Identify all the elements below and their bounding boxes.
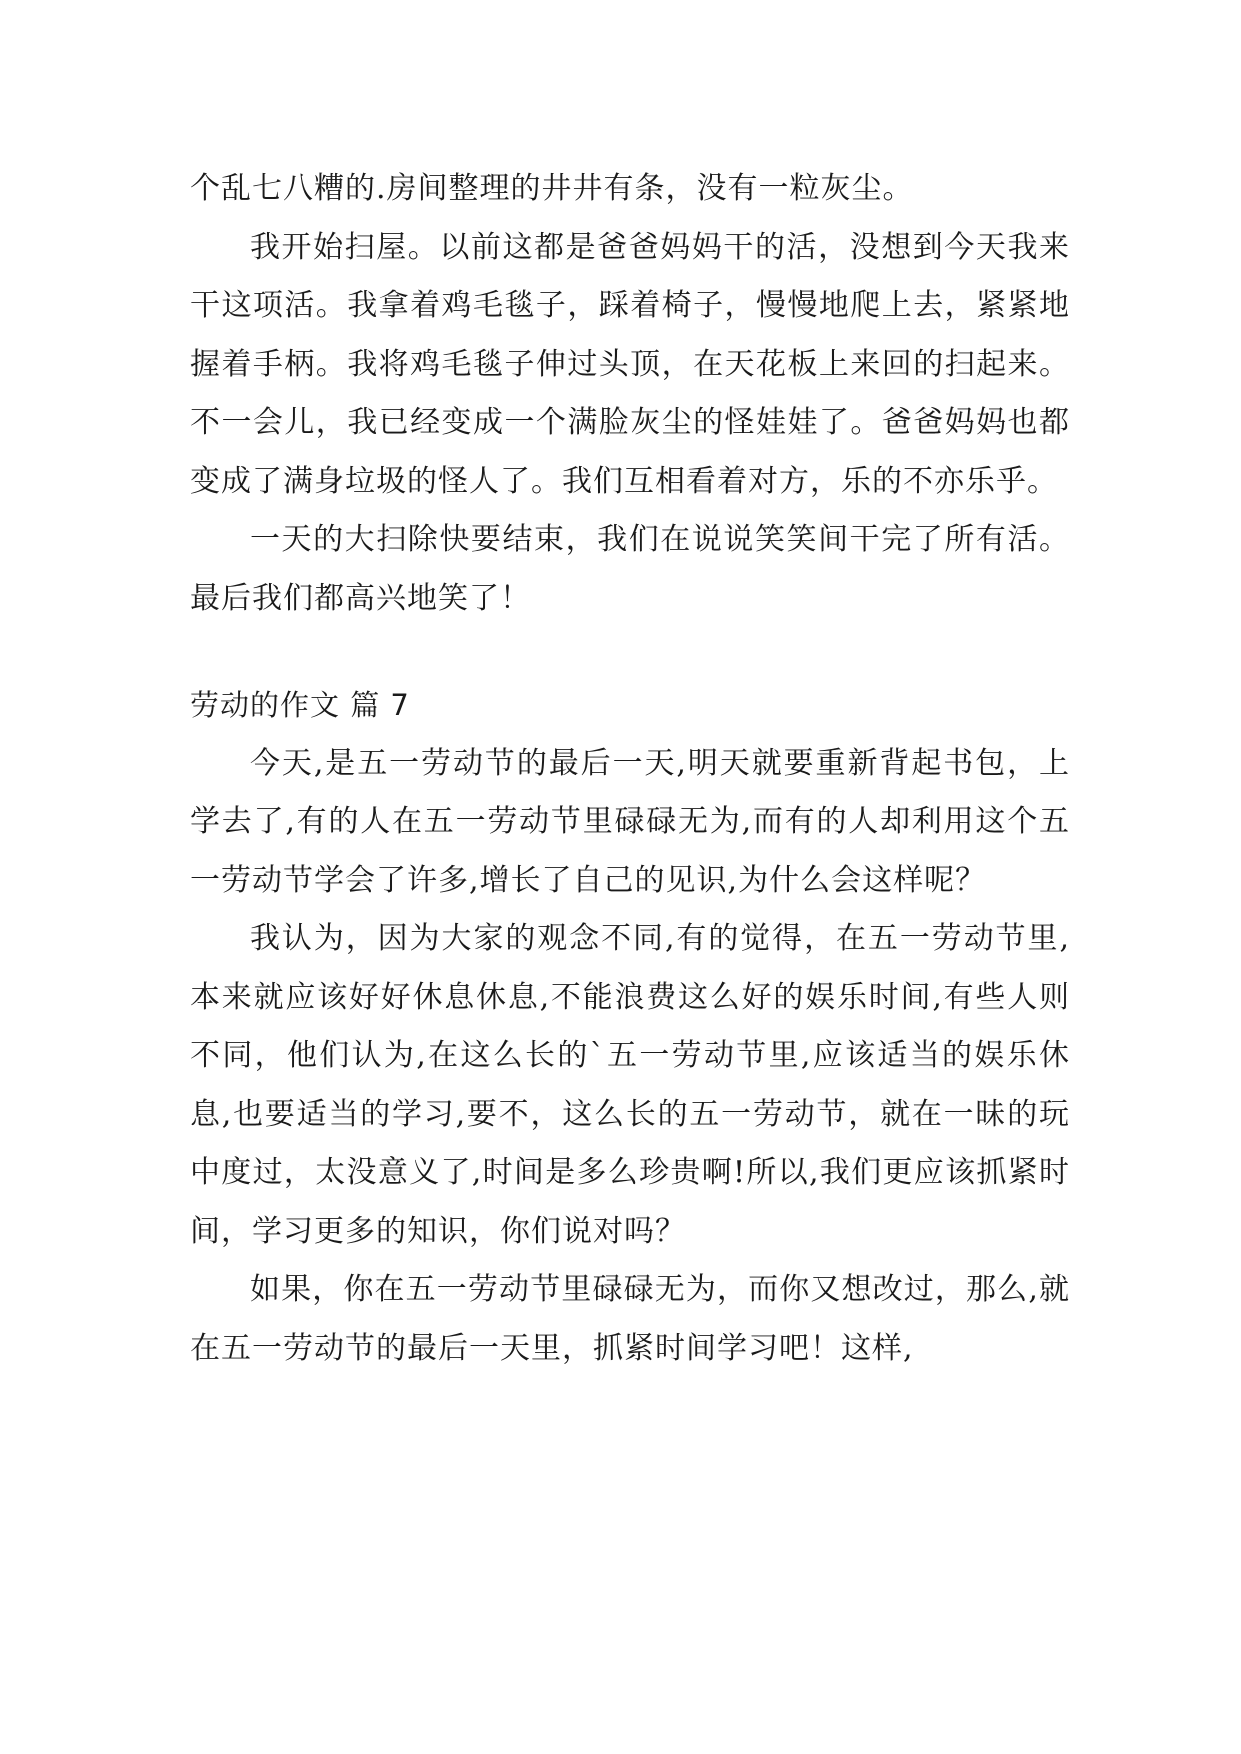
document-body	[190, 160, 1070, 1378]
section-heading: 劳动的作文 篇 7	[190, 688, 410, 722]
paragraph-continuation: 个乱七八糟的.房间整理的井井有条，没有一粒灰尘。	[190, 171, 914, 206]
paragraph-advice: 如果，你在五一劳动节里碌碌无为，而你又想改过，那么,就在五一劳动节的最后一天里，抓紧时间学习吧！这样,	[190, 1272, 1070, 1366]
paragraph-ending: 一天的大扫除快要结束，我们在说说笑笑间干完了所有活。最后我们都高兴地笑了！	[190, 522, 1070, 616]
paragraph-cleaning: 我开始扫屋。以前这都是爸爸妈妈干的活，没想到今天我来干这项活。我拿着鸡毛毯子，踩着椅子，慢慢地爬上去，紧紧地握着手柄。我将鸡毛毯子伸过头顶，在天花板上来回的扫起来。不一会儿，我已经变成一个满脸灰尘的怪娃娃了。爸爸妈妈也都变成了满身垃圾的怪人了。我们互相看着对方，乐的不亦乐乎。	[190, 229, 1070, 499]
paragraph-intro: 今天,是五一劳动节的最后一天,明天就要重新背起书包，上学去了,有的人在五一劳动节里碌碌无为,而有的人却利用这个五一劳动节学会了许多,增长了自己的见识,为什么会这样呢？	[190, 745, 1070, 898]
paragraph-opinion: 我认为，因为大家的观念不同,有的觉得，在五一劳动节里,本来就应该好好休息休息,不能浪费这么好的娱乐时间,有些人则不同，他们认为,在这么长的`五一劳动节里,应该适当的娱乐休息,也要适当的学习,要不，这么长的五一劳动节，就在一昧的玩中度过，太没意义了,时间是多么珍贵啊!所以,我们更应该抓紧时间，学习更多的知识，你们说对吗？	[190, 921, 1070, 1249]
